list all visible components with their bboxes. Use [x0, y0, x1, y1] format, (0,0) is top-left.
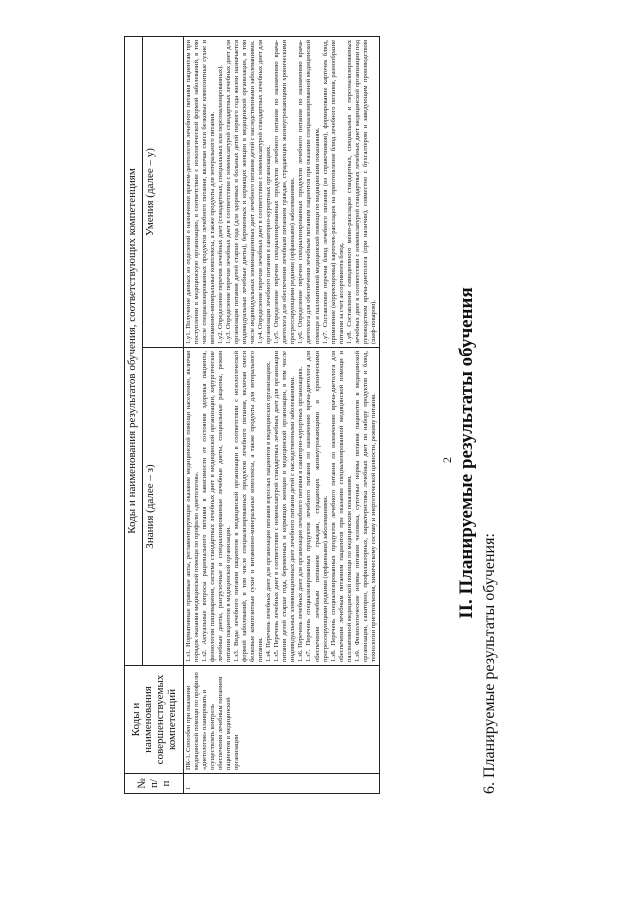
table-row [184, 37, 380, 794]
knowledge-item: 1.з1. Нормативные правовые акты, регламентирующие оказание медицинской помощи населению, включая порядок оказания медицинской помощи по профилю «диетология». [185, 351, 201, 662]
skill-item: 1.у1. Получение данных из отделений о назначении врачом-диетологом лечебного питания пациентам при поступлении в медицинскую организацию, в соответствии с нозологической формой заболеваний, в том числе специализированных продуктов лечебного питания, включая смеси белковые композитные сухие и витаминно-минеральные комплексы, а также продукты для энтерального питания. [185, 40, 217, 344]
knowledge-item: 1.з3. Виды лечебного питания пациентов в медицинской организации в соответствии с нозологической формой заболеваний, в том числе специализированных продуктов лечебного питания, включая смеси белковые композитные сухие и витаминно-минеральные комплексы, а также продукты для энтерального питания. [233, 351, 265, 662]
knowledge-item: 1.з5. Перечень лечебных диет в соответствии с номенклатурой стандартных лечебных диет для организации питания детей старше года, беременных и кормящих женщин в медицинской организации, в том числе индивидуальных элиминационных диет лечебного питания детей с наследственными заболеваниями. [273, 351, 297, 662]
skill-item: 1.у5. Определение перечня специализированных продуктов лечебного питания по назначению врача-диетолога для обеспечения лечебным питанием граждан, страдающих жизнеугрожающими хроническими прогрессирующими редкими (орфанными) заболеваниями. [273, 40, 297, 344]
row-number: 1 [184, 774, 380, 794]
competence-cell: ПК-1. Способен при оказании медицинской помощи по профилю «диетология» планировать и осуществлять контроль обеспечения лечебным питанием пациентов в медицинской организации [184, 666, 380, 774]
header-competence: Коды и наименования совершенствуемых компетенций [125, 666, 184, 774]
header-outcomes: Коды и наименования результатов обучения, соответствующих компетенциям [125, 37, 143, 666]
page-number: 2 [440, 457, 454, 463]
skill-item: 1.у2. Определение перечня лечебных диет (стандартных, специальных или персонализированных). [217, 64, 225, 344]
knowledge-item: 1.з6. Перечень лечебных диет для организации лечебного питания в санаторно-курортных организациях. [297, 366, 305, 662]
skill-item: 1.у3. Определение перечня лечебных диет в соответствии с номенклатурой стандартных лечебных диет для организации питания детей старше года (для здоровых и больных детей первого года жизни назначается индивидуальные лечебные диеты), беременных и кормящих женщин в медицинской организации, в том числе индивидуальных элиминационных диет лечебного питания детей с наследственными заболеваниями. [225, 40, 257, 344]
section-title: II. Планируемые результаты обучения [456, 287, 477, 619]
knowledge-item: 1.з2. Актуальные вопросы рационального питания в зависимости от состояния здоровья пациента, физиологии пищеварения, система стандартных лечебных диет в медицинской организации, хирургические лечебные диеты, разгрузочные и специализированные лечебные диеты, специальные рационы, режим питания пациентов в медицинской организации. [201, 351, 233, 662]
skills-cell [184, 37, 380, 348]
skill-item: 1.у4. Определение перечня лечебных диет в соответствии с номенклатурой стандартных лечебных диет для организации лечебного питания в санаторно-курортных организациях. [257, 40, 273, 344]
header-skills: Умения (далее – у) [143, 37, 184, 348]
knowledge-cell [184, 348, 380, 666]
header-knowledge: Знания (далее – з) [143, 348, 184, 666]
knowledge-item: 1.з4. Перечень лечебных диет для организации питания взрослых пациентов в медицинских организациях. [265, 361, 273, 662]
knowledge-item: 1.з9. Физиологические нормы питания человека, суточные нормы питания пациентов в медицинской организации, санаторно, профилакторных, характеристика лечебных диет по набору продуктов и блюд, технологии приготовления, химическому составу и энергетической ценности, режиму питания. [353, 351, 377, 662]
skill-item: 1.у6. Определение перечня специализированных продуктов лечебного питания по назначению врача-диетолога для обеспечения лечебным питанием пациентов при оказании специализированной медицинской помощи и паллиативной медицинской помощи по медицинским показаниям. [297, 40, 321, 344]
knowledge-item: 1.з8. Перечень специализированных продуктов лечебного питания по назначению врача-диетолога для обеспечения лечебным питанием пациентов при оказании специализированной медицинской помощи и паллиативной медицинской помощи по медицинским показаниям. [329, 351, 353, 662]
skill-item: 1.у7. Составление перечня блюд лечебного питания (из справочников), формирование карточек блюд, применение (корректировка) карточек-раскладок на приготовление блюд лечебного питания, разнообразие питания за счет ассортимента блюд. [321, 40, 345, 344]
knowledge-item: 1.з7. Перечень специализированных продуктов лечебного питания по назначению врача-диетолога для обеспечения лечебным питанием граждан, страдающих жизнеугрожающими и хроническими прогрессирующими редкими (орфанными) заболеваниями. [305, 351, 329, 662]
skill-item: 1.у8. Составление семидневного меню-раскладки стандартных, специальных и персонализированных лечебных диет в соответствии с номенклатурой стандартных лечебных диет медицинской организации под руководством врача-диетолога (при наличии), совместно с бухгалтером и заведующим производством (шеф-поваром). [345, 40, 377, 344]
header-num: № п/п [125, 774, 184, 794]
learning-outcomes-table [124, 36, 380, 794]
table-caption: 6. Планируемые результаты обучения: [481, 533, 498, 794]
